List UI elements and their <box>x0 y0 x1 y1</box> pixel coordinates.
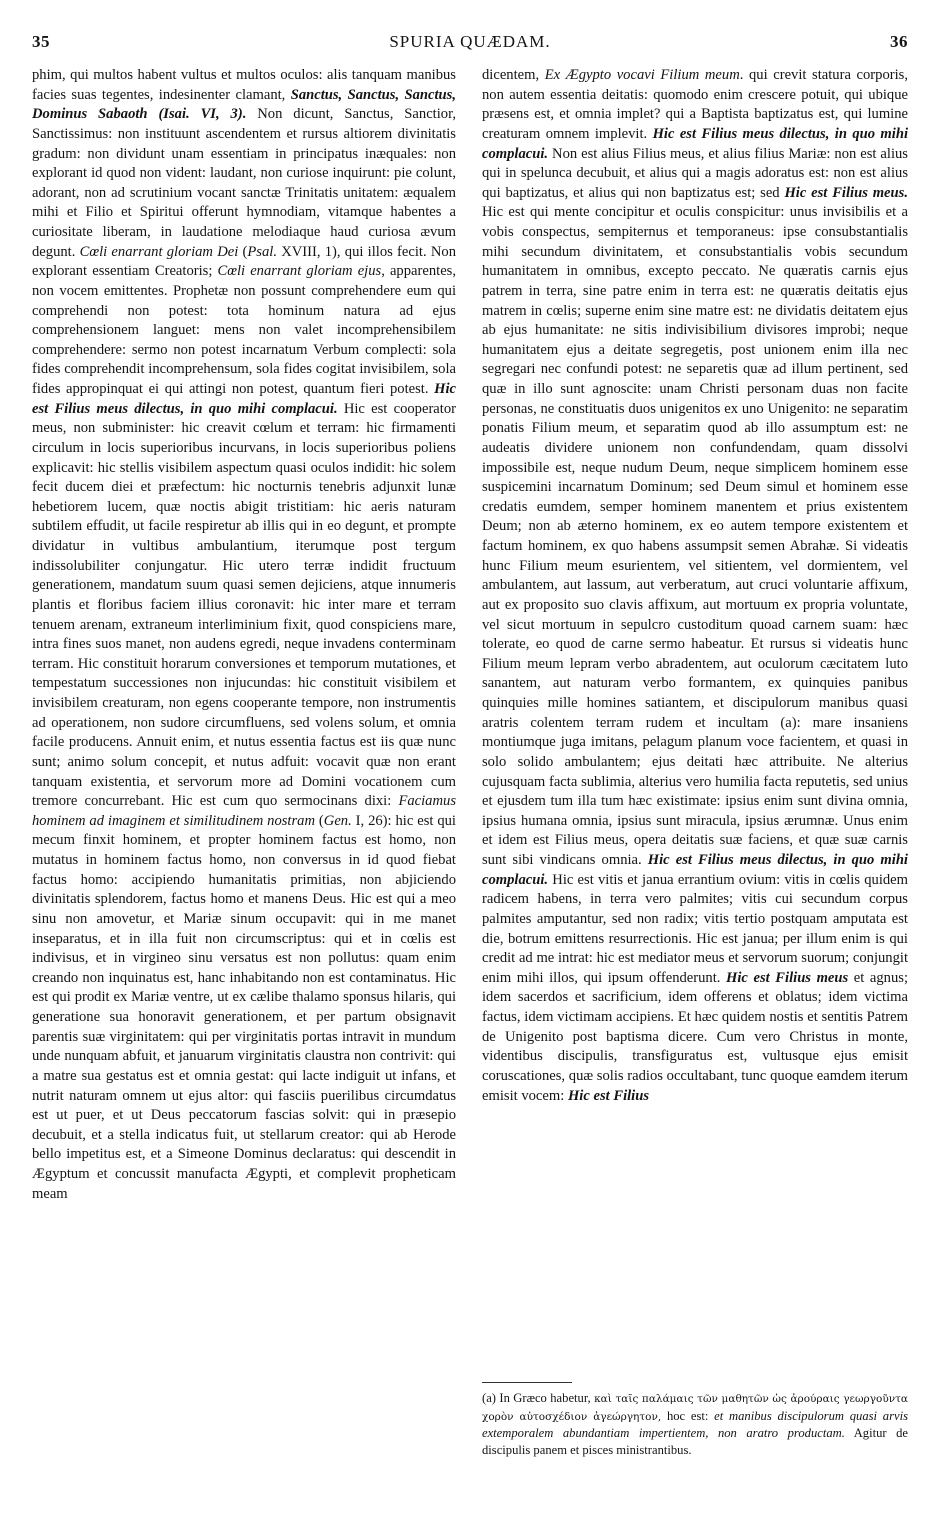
text-run: Hic est Filius meus <box>726 969 849 986</box>
text-run: . qui crevit statura corporis, non autem essentia deitatis: quomodo enim crescere potuit, qui ubique præsens est, et omnia implet? qui a Baptista baptizatus est, qui lumine creaturam omnem implevit. <box>482 67 909 142</box>
text-run: ( <box>315 812 324 829</box>
text-column-left <box>32 66 456 1204</box>
text-run: Faciamus hominem ad imaginem et similitudinem nostram <box>32 793 456 829</box>
text-run: Agitur de discipulis panem et pisces ministrantibus. <box>482 1426 908 1457</box>
page-number-left: 35 <box>32 32 50 51</box>
text-run: Hic est Filius meus. <box>784 184 908 201</box>
footnote <box>482 1390 908 1458</box>
column-paragraph <box>482 66 908 1106</box>
text-run: Hic est cooperator meus, non subminister: hic creavit cœlum et terram: hic firmamenti circulum in locis superioribus incurvans, in locis superioribus poliens explicavit: hic stellis visibilem aspectum quasi oculos indidit: hic solem fecit ducem diei et præfectum: hic nocturnis tenebris adjunxit lunæ hebetiorem lucem, quæ noctis abigit tristitiam: hic aeris naturam subtilem effudit, ut facile respiretur ab illis qui in eo degunt, et prompte dividatur in vultibus ambulantium, iterumque post tergum indissolubiliter conjungatur. Hic utero terræ indidit fructuum generationem, mandatum suum quasi semen dejiciens, atque innumeris plantis et floribus faciem illius coronavit: hic inter mare et terram tenuem arenam, extraneum interliminium fixit, quod conspiciens mare, intra fines suos manet, non audens egredi, neque invadens conterminam terram. Hic constituit horarum conversiones et temporum mutationes, et tempestatum successiones non injucundas: hic constituit visibilem et invisibilem creaturam, non egens cooperante tempore, non instrumentis ad operationem, non sudore circumfluens, sed volens solum, et omnia facile producens. Annuit enim, et nutus essentia factus est iis quæ nunc sunt; animo solum concepit, et nutus adfuit: vocavit quæ non erant tanquam existentia, et servorum more ad Domini vocationem cum tremore concurrebant. Hic est cum quo sermocinans dixi: <box>32 400 456 810</box>
text-run: Hic est Filius <box>567 1087 650 1104</box>
text-run: (a) In Græco habetur, <box>482 1391 595 1405</box>
text-run: XVIII, 1), qui illos fecit. Non explorant essentiam Creatoris; <box>32 243 456 280</box>
text-run: Hic est Filius meus dilectus, in quo mihi complacui. <box>482 125 908 162</box>
text-run: Hic est Filius meus dilectus, in quo mihi complacui. <box>32 381 456 417</box>
footnote-rule <box>482 1382 572 1383</box>
running-title: SPURIA QUÆDAM. <box>389 32 551 51</box>
text-run: Psal. <box>247 243 277 260</box>
text-run: καὶ ταῖς παλάμαις τῶν μαθητῶν ὡς ἀρούραις γεωργοῦντα χορὸν αὐτοσχέδιον ἀγεώργητον, <box>482 1393 908 1423</box>
text-run: hoc est: <box>661 1408 715 1423</box>
text-run: et agnus; idem sacerdos et sacrificium, idem offerens et oblatus; idem victima factus, idem victimam accipiens. Et hæc quidem nostis et sentitis Patrem de Unigenito post baptisma dicere. Cum vero Christus in monte, videntibus discipulis, transfiguratus est, vultusque ejus emisit coruscationes, quæ solis radios occultabant, tunc quoque eamdem iterum emisit vocem: <box>482 969 909 1104</box>
text-run: Cœli enarrant gloriam Dei <box>79 243 239 260</box>
text-run: phim, qui multos habent vultus et multos oculos: alis tanquam manibus facies suas tegentes, indesinenter clamant, <box>32 67 456 103</box>
text-run: Cœli enarrant gloriam ejus <box>217 263 382 280</box>
text-run: Hic est vitis et janua errantium ovium: vitis in cœlis quidem radicem habens, in terra vero palmites; vitis cui secundum corpus palmites amputantur, sed non radix; vitis tertio postquam amputata est die, botrum emittens resurrectionis. Hic est janua; per illum enim is qui credit ad me intrat: hic est mediator meus et servorum suorum; conjungit enim mihi illos, qui ipsum offenderunt. <box>482 871 908 986</box>
text-run: Non est alius Filius meus, et alius filius Mariæ: non est alius qui in spelunca decubuit, et alius qui a magis adoratus est: non est alius qui baptizatus, et alius qui non baptizatus est; sed <box>482 145 908 201</box>
text-run: Hic est Filius meus dilectus, in quo mihi complacui. <box>482 852 908 888</box>
text-run: Non dicunt, Sanctus, Sanctior, Sanctissimus: non instituunt ascendentem et rursus altiorem divinitatis gradum: non dividunt unam essentiam in principatus inæquales: non explorant id quod non vident: laudant, non curiose inquirunt: pie colunt, adorant, non ad scrutinium vocant sanctæ Trinitatis unitatem: æqualem mihi et Filio et Spiritui offerunt hymnodiam, vitamque habentes a curiositate liberam, in laudatione melodiaque haud curiosa ævum degunt. <box>32 106 456 260</box>
text-run: dicentem, <box>482 67 545 83</box>
text-run: Sanctus, Sanctus, Sanctus, Dominus Sabaoth (Isai. VI, 3). <box>32 86 456 123</box>
text-run: et manibus discipulorum quasi arvis extemporalem abundantiam impertientem, non aratro productam. <box>482 1408 908 1440</box>
column-paragraph <box>32 66 456 1204</box>
page-number-right: 36 <box>890 32 908 51</box>
text-run: Gen. <box>323 812 352 829</box>
text-run: I, 26): hic est qui mecum finxit hominem, et propter hominem factus est homo, non mutatus in hominem factus homo, non conversus in id quod fiebat factus homo: accipiendo humanitatis primitias, non abjiciendo divinitatis splendorem, factus homo et manens Deus. Hic est qui a meo sinu non amovetur, et Mariæ sinum occupavit: qui in me manet inseparatus, et in illa fuit non circumscriptus: qui et in cœlis est indivisus, et in virgineo sinu versatus est non pollutus: quam enim creando non inquinatus est, hanc inhabitando non est contaminatus. Hic est qui prodit ex Mariæ ventre, ut ex cælibe thalamo sponsus hilaris, qui generatione sua honoravit generationem, et per partum obsignavit parentis suæ virginitatem: qui per virginitatis portas intravit in mundum unde nunquam abfuit, et januarum virginitatis claustra non contrivit: qui a matre sua gestatus est et omnia gestat: qui lacte indiguit ut infans, et nutrit naturam omnem ut ejus altor: qui fasciis puerilibus circumdatus est ut puer, et ut Deus peccatorum fascias solvit: qui in præsepio decubuit, et a stella indicatus fuit, ut stellarum creator: qui ab Herode bello impetitus est, et a Simeone Dominus declaratus: qui descendit in Ægyptum et concussit manufacta Ægypti, et complevit propheticam meam <box>32 812 456 1202</box>
page-header <box>32 32 908 56</box>
text-column-right <box>482 66 908 1106</box>
text-run: Ex Ægypto vocavi Filium meum <box>544 67 740 83</box>
text-run: ( <box>238 243 248 260</box>
footnote-text <box>482 1390 908 1458</box>
text-run: Hic est qui mente concipitur et oculis conspicitur: unus invisibilis et a vobis conspectus, sempiternus et temporaneus: ipse consubstantialis mihi secundum divinitatem, et consubstantialis vobis secundum humanitatem in omnibus, excepto peccato. Ne quæratis carnis ejus patrem in terra, sine patre enim in terra est: ne quæratis deitatis ejus matrem in cœlis; superne enim sine matre est: ne dividatis deitatem ejus ab ejus humanitate: ne sitis indivisibilium divisores improbi; neque humanitatem ejus a deitate segregetis, post unionem enim illa nec segregari nec confundi potest: ne separetis quæ ad illum pertinent, sed quæ in illo sunt agnoscite: unam Christi personam duas non facite personas, ne constituatis duos unigenitos ex uno Unigenito: ne separatim ponatis Filium meum, et separatim quod ab illo assumptum est: ne audeatis dividere unionem non confundendam, quam dissolvi impossibile est, neque nudum Deum, neque simplicem hominem esse suspicemini incarnatum Dominum; sed Deum simul et hominem esse credatis eumdem, semper hominem manentem et prius existentem Deum; non ab æterno hominem, ex eo autem tempore existentem et factum hominem, ex quo habens assumpsit semen Abrahæ. Si videatis hunc Filium meum esurientem, vel sitientem, vel dormientem, vel ambulantem, aut lassum, aut verberatum, aut cruci voluntarie affixum, aut ex proposito suo clavis affixum, aut mortuum ex propria voluntate, vel sicut mortuum in sepulcro custoditum quoad carnem suam: hæc tolerate, eo quod de carne sermo habeatur. Et rursus si videatis hunc Filium meum lepram verbo abradentem, aut oculorum cæcitatem luto sanantem, aut naturam verbo formantem, ex quinquies panibus quinquies mille homines satiantem, et discipulorum manibus quasi aratris colentem terram rudem et incultam (a): mare insaniens montiumque juga imitans, pelagum planum voce facientem, et quasi in solo solido ambulantem; ejus deitati hæc attribuite. Ne alterius cujusquam facta sublimia, alterius vero humilia facta reputetis, sed unius et ejusdem tum illa tum hæc existimate: ipsius enim sunt divina omnia, ipsius humana omnia, ipsius sunt miracula, ipsius ærumnæ. Unus enim et idem est Filius meus, opera deitatis suæ faciens, et quæ suæ carnis sunt sibi vindicans omnia. <box>482 204 908 868</box>
text-run: , apparentes, non vocem emittentes. Prophetæ non possunt comprehendere eum qui comprehendi non potest: tota hominum natura ad ejus comprehensionem languet: mens non valet incomprehensibilem comprehendere: sermo non potest incarnatum Verbum complecti: sola fides comprehendit incomprehensum, sola fides cogitat invisibilem, sola fides appropinquat ei qui attingi non potest, quantum fieri potest. <box>32 263 456 397</box>
